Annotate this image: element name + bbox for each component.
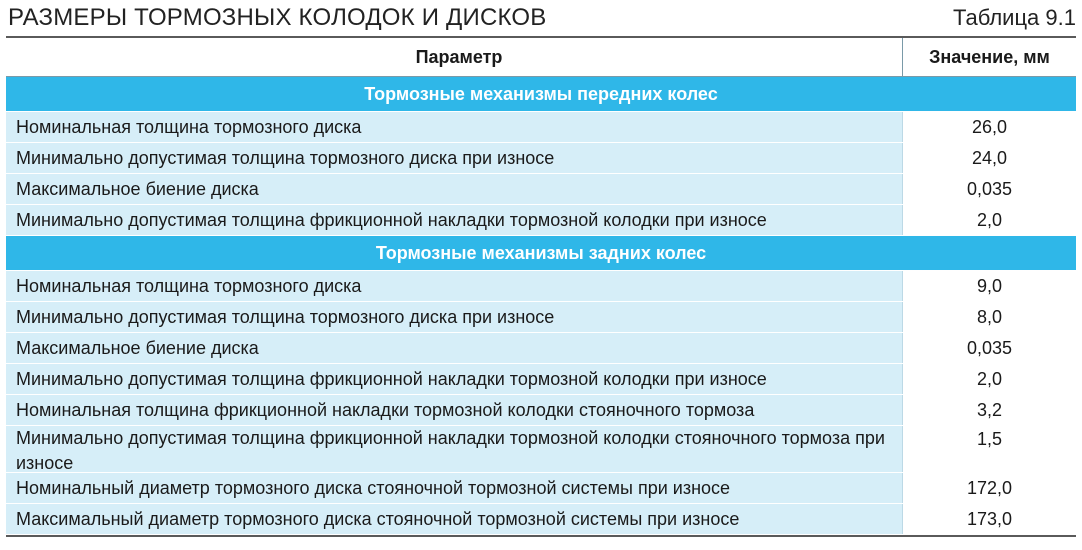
param-cell: Минимально допустимая толщина фрикционной накладки тормозной колодки при износе xyxy=(6,364,902,394)
param-cell: Максимальное биение диска xyxy=(6,333,902,363)
column-header-param: Параметр xyxy=(415,47,503,67)
table-row xyxy=(6,504,1076,535)
table-header-row xyxy=(6,38,1076,77)
param-cell: Номинальный диаметр тормозного диска стояночной тормозной системы при износе xyxy=(6,473,902,503)
value-cell: 9,0 xyxy=(902,271,1076,301)
table-row xyxy=(6,473,1076,504)
table-row xyxy=(6,333,1076,364)
table-row xyxy=(6,174,1076,205)
value-cell: 8,0 xyxy=(902,302,1076,332)
brake-sizes-table xyxy=(6,36,1076,537)
param-cell: Минимально допустимая толщина тормозного диска при износе xyxy=(6,143,902,173)
table-row xyxy=(6,302,1076,333)
table-row xyxy=(6,426,1076,473)
table-row xyxy=(6,395,1076,426)
table-row xyxy=(6,205,1076,236)
section-title: Тормозные механизмы задних колес xyxy=(375,243,707,263)
table-row xyxy=(6,364,1076,395)
table-row xyxy=(6,271,1076,302)
param-cell: Номинальная толщина тормозного диска xyxy=(6,271,902,301)
column-header-value: Значение, мм xyxy=(902,38,1076,76)
value-cell: 3,2 xyxy=(902,395,1076,425)
value-cell: 0,035 xyxy=(902,174,1076,204)
param-cell: Максимальное биение диска xyxy=(6,174,902,204)
table-title: РАЗМЕРЫ ТОРМОЗНЫХ КОЛОДОК И ДИСКОВ xyxy=(8,4,547,31)
value-cell: 2,0 xyxy=(902,205,1076,235)
param-cell: Максимальный диаметр тормозного диска стояночной тормозной системы при износе xyxy=(6,504,902,534)
title-bar xyxy=(8,4,1076,32)
param-cell: Минимально допустимая толщина фрикционной накладки тормозной колодки стояночного тормоза при износе xyxy=(6,426,902,472)
value-cell: 0,035 xyxy=(902,333,1076,363)
value-cell: 1,5 xyxy=(902,426,1076,472)
param-cell: Минимально допустимая толщина тормозного диска при износе xyxy=(6,302,902,332)
value-cell: 172,0 xyxy=(902,473,1076,503)
table-row xyxy=(6,143,1076,174)
section-header-front xyxy=(6,77,1076,112)
table-row xyxy=(6,112,1076,143)
param-cell: Номинальная толщина тормозного диска xyxy=(6,112,902,142)
value-cell: 2,0 xyxy=(902,364,1076,394)
param-cell: Номинальная толщина фрикционной накладки тормозной колодки стояночного тормоза xyxy=(6,395,902,425)
section-header-rear xyxy=(6,236,1076,271)
param-cell: Минимально допустимая толщина фрикционной накладки тормозной колодки при износе xyxy=(6,205,902,235)
table-number: Таблица 9.1 xyxy=(953,5,1076,30)
value-cell: 24,0 xyxy=(902,143,1076,173)
value-cell: 26,0 xyxy=(902,112,1076,142)
value-cell: 173,0 xyxy=(902,504,1076,534)
section-title: Тормозные механизмы передних колес xyxy=(364,84,718,104)
